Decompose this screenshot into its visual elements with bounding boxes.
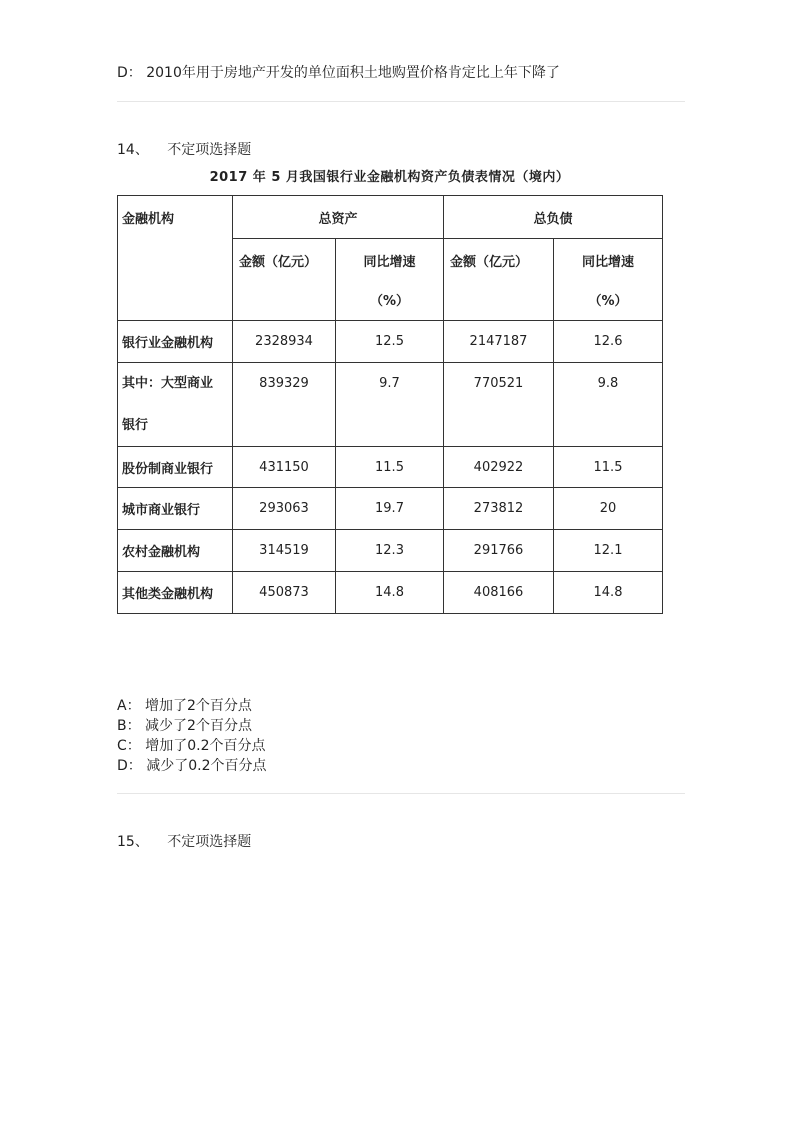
header-liabilities-amount: 金额（亿元） — [444, 239, 554, 321]
table-row: 其他类金融机构 450873 14.8 408166 14.8 — [118, 572, 663, 614]
header-total-assets: 总资产 — [233, 196, 444, 239]
question-type: 不定项选择题 — [167, 834, 252, 850]
header-total-liabilities: 总负债 — [444, 196, 663, 239]
option-c[interactable]: C： 增加了0.2个百分点 — [117, 738, 266, 754]
option-a[interactable]: A： 增加了2个百分点 — [117, 698, 252, 714]
table-row: 农村金融机构 314519 12.3 291766 12.1 — [118, 530, 663, 572]
table-row: 城市商业银行 293063 19.7 273812 20 — [118, 488, 663, 530]
header-assets-amount: 金额（亿元） — [233, 239, 336, 321]
header-assets-growth: 同比增速 （%） — [336, 239, 444, 321]
option-b[interactable]: B： 减少了2个百分点 — [117, 718, 252, 734]
divider — [117, 101, 685, 102]
balance-sheet-table — [117, 195, 663, 614]
table-row: 银行业金融机构 2328934 12.5 2147187 12.6 — [118, 321, 663, 363]
question-number: 15、 — [117, 834, 149, 850]
header-institution: 金融机构 — [118, 196, 233, 321]
previous-option-d: D： 2010年用于房地产开发的单位面积土地购置价格肯定比上年下降了 — [117, 65, 560, 81]
table-title: 2017 年 5 月我国银行业金融机构资产负债表情况（境内） — [209, 170, 570, 185]
divider — [117, 793, 685, 794]
question-15-header — [117, 831, 251, 851]
option-d[interactable]: D： 减少了0.2个百分点 — [117, 758, 267, 774]
table-row: 其中：大型商业 银行 839329 9.7 770521 9.8 — [118, 363, 663, 447]
question-number: 14、 — [117, 142, 149, 158]
question-14-header — [117, 139, 251, 159]
table-row: 股份制商业银行 431150 11.5 402922 11.5 — [118, 447, 663, 488]
header-liabilities-growth: 同比增速 （%） — [554, 239, 663, 321]
question-type: 不定项选择题 — [167, 142, 252, 158]
